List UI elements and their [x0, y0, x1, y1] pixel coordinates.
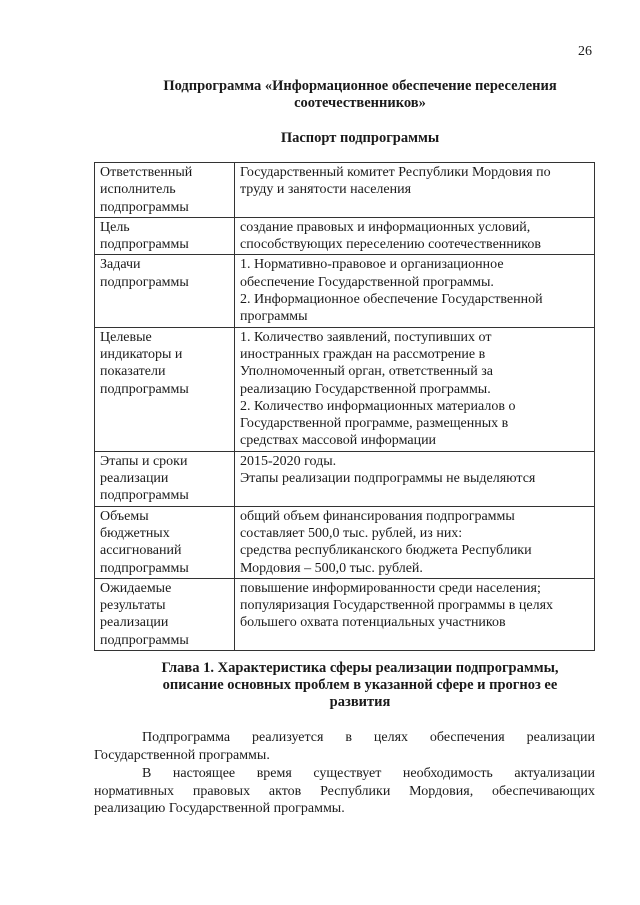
passport-value-cell: [235, 327, 595, 451]
passport-label-line: подпрограммы: [100, 632, 189, 648]
chapter-title-line: Глава 1. Характеристика сферы реализации подпрограммы,: [161, 660, 559, 676]
passport-label-line: реализации: [100, 615, 169, 631]
passport-value-line: способствующих переселению соотечественников: [240, 237, 541, 253]
passport-label-line: Объемы: [100, 508, 149, 524]
passport-value-line: Государственный комитет Республики Мордовия по: [240, 165, 551, 180]
passport-label-line: подпрограммы: [100, 381, 189, 397]
passport-label-line: Ожидаемые: [100, 580, 172, 596]
passport-value-line: создание правовых и информационных условий,: [240, 219, 531, 235]
passport-label-line: результаты: [100, 598, 166, 614]
title-line: соотечественников»: [294, 95, 426, 111]
passport-label-line: ассигнований: [100, 543, 182, 559]
passport-value-line: 1. Количество заявлений, поступивших от: [240, 329, 492, 345]
passport-value-line: обеспечение Государственной программы.: [240, 274, 494, 290]
passport-label-cell: [95, 217, 235, 255]
paragraph-2: [94, 765, 595, 818]
passport-value-cell: [235, 506, 595, 578]
passport-row: [95, 506, 595, 578]
passport-row: [95, 163, 595, 218]
passport-row: [95, 327, 595, 451]
passport-value-line: Государственной программе, размещенных в: [240, 416, 509, 432]
passport-label-cell: [95, 163, 235, 218]
passport-value-cell: [235, 578, 595, 650]
passport-value-line: Уполномоченный орган, ответственный за: [240, 364, 493, 380]
passport-table: [94, 162, 595, 651]
passport-label-line: бюджетных: [100, 525, 170, 541]
passport-value-line: Этапы реализации подпрограммы не выделяются: [240, 471, 536, 487]
passport-label-line: показатели: [100, 364, 166, 380]
passport-title: Паспорт подпрограммы: [280, 130, 440, 146]
passport-value-line: 2. Количество информационных материалов о: [240, 398, 516, 414]
passport-label-line: исполнитель: [100, 182, 176, 198]
passport-label-line: индикаторы и: [100, 346, 183, 362]
passport-value-line: общий объем финансирования подпрограммы: [240, 508, 515, 524]
passport-label-cell: [95, 578, 235, 650]
passport-value-line: 2. Информационное обеспечение Государственной: [240, 292, 543, 308]
passport-label-cell: [95, 327, 235, 451]
subprogram-title: [95, 78, 625, 112]
passport-value-line: средства республиканского бюджета Республики: [240, 543, 532, 559]
paragraph-1: [94, 729, 595, 764]
passport-value-cell: [235, 163, 595, 218]
passport-row: [95, 255, 595, 327]
page-number: 26: [578, 44, 592, 59]
passport-value-line: составляет 500,0 тыс. рублей, из них:: [240, 525, 463, 541]
passport-row: [95, 578, 595, 650]
passport-row: [95, 217, 595, 255]
passport-label-line: Задачи: [100, 257, 141, 273]
chapter-title: [95, 660, 625, 711]
passport-value-line: популяризация Государственной программы в целях: [240, 598, 554, 614]
passport-label-line: реализации: [100, 471, 169, 487]
passport-value-line: Мордовия – 500,0 тыс. рублей.: [240, 560, 423, 576]
passport-row: [95, 451, 595, 506]
passport-label-cell: [95, 506, 235, 578]
passport-value-cell: [235, 451, 595, 506]
chapter-title-line: описание основных проблем в указанной сфере и прогноз ее: [162, 677, 558, 693]
passport-label-line: подпрограммы: [100, 199, 189, 215]
title-line: Подпрограмма «Информационное обеспечение переселения: [163, 78, 557, 94]
passport-label-line: подпрограммы: [100, 237, 189, 253]
passport-value-line: реализацию Государственной программы.: [240, 381, 491, 397]
chapter-title-line: развития: [329, 694, 391, 710]
passport-label-line: Ответственный: [100, 165, 193, 180]
passport-label-line: подпрограммы: [100, 560, 189, 576]
passport-value-line: иностранных граждан на рассмотрение в: [240, 346, 486, 362]
paragraph-line: реализацию Государственной программы.: [94, 801, 345, 816]
paragraph-line: Государственной программы.: [94, 747, 270, 763]
passport-label-cell: [95, 255, 235, 327]
passport-label-line: Этапы и сроки: [100, 453, 188, 469]
passport-label-line: Целевые: [100, 329, 152, 345]
passport-label-line: Цель: [100, 219, 130, 235]
passport-value-line: 2015-2020 годы.: [240, 453, 337, 469]
paragraph-line: нормативных правовых актов Республики Мордовия, обеспечивающих: [94, 783, 595, 799]
passport-value-cell: [235, 217, 595, 255]
passport-label-line: подпрограммы: [100, 274, 189, 290]
passport-value-line: 1. Нормативно-правовое и организационное: [240, 257, 504, 273]
passport-label-line: подпрограммы: [100, 488, 189, 504]
passport-value-line: повышение информированности среди населения;: [240, 580, 541, 596]
passport-value-line: труду и занятости населения: [240, 182, 412, 198]
passport-table-body: [95, 163, 595, 651]
passport-value-line: программы: [240, 309, 308, 325]
passport-label-cell: [95, 451, 235, 506]
passport-value-line: большего охвата потенциальных участников: [240, 615, 506, 631]
passport-value-line: средствах массовой информации: [240, 433, 437, 449]
passport-value-cell: [235, 255, 595, 327]
paragraph-line: В настоящее время существует необходимость актуализации: [142, 766, 595, 781]
paragraph-line: Подпрограмма реализуется в целях обеспечения реализации: [142, 730, 595, 745]
